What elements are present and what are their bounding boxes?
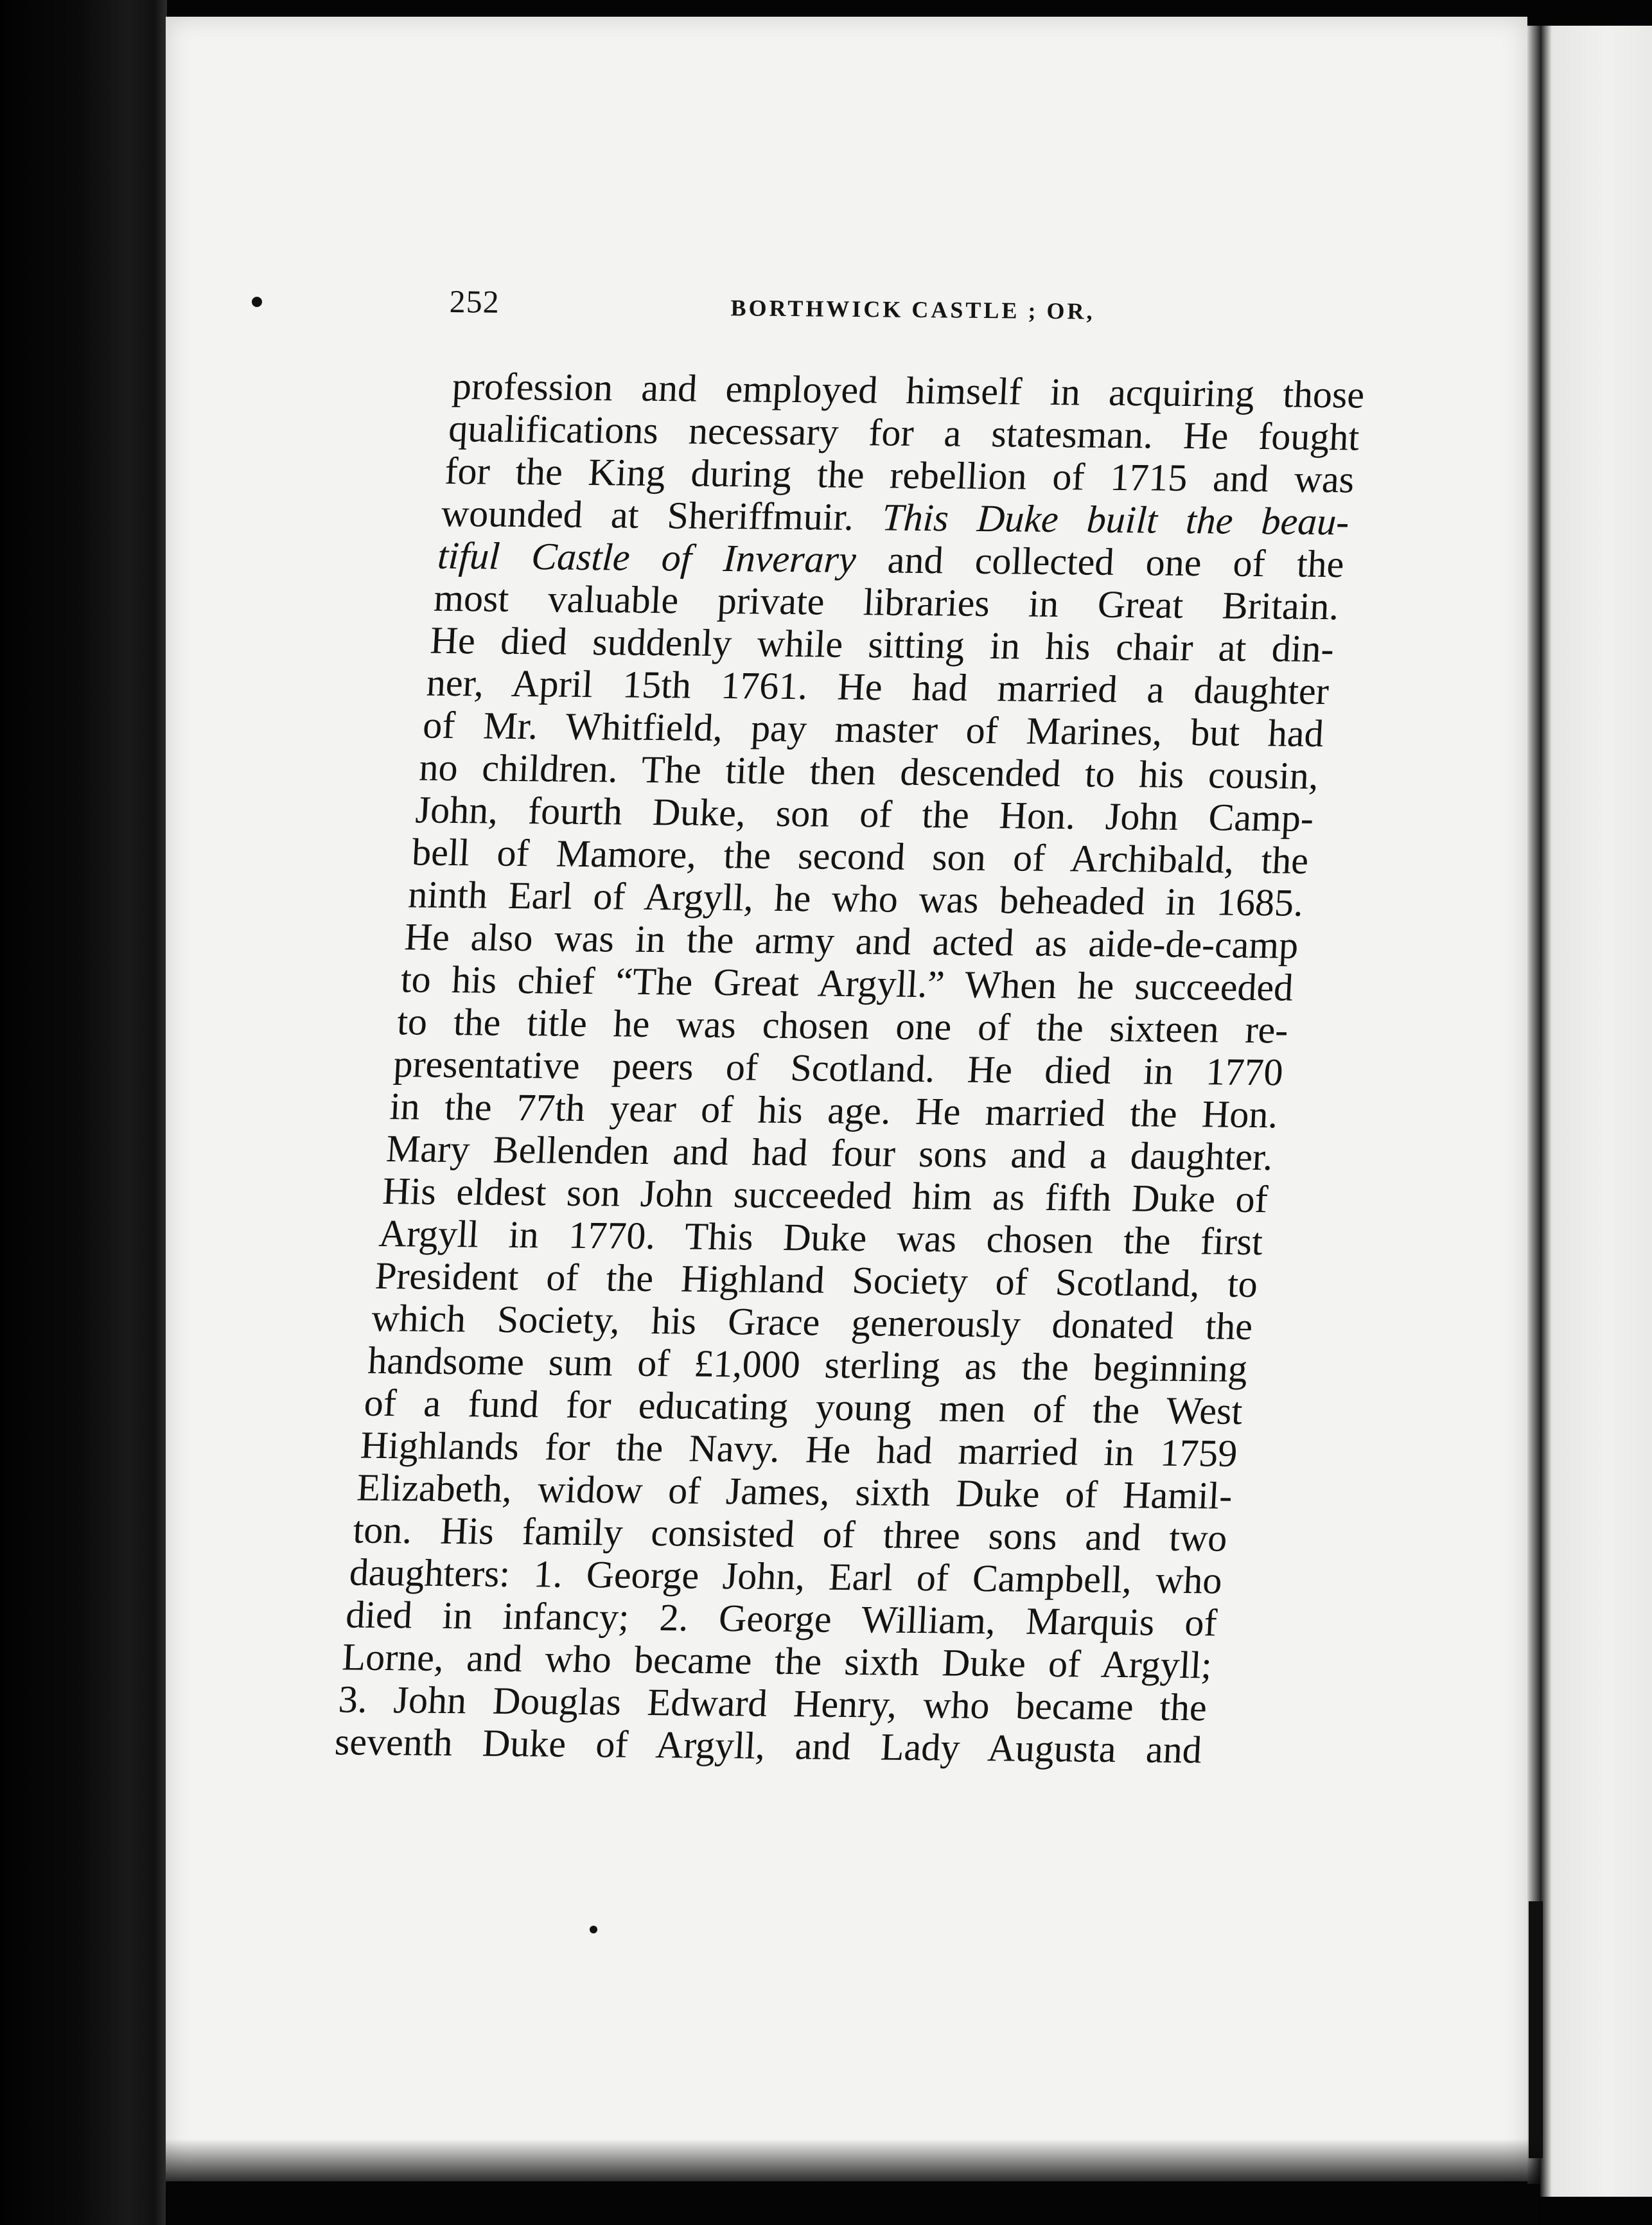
- book-binding-gutter: [0, 0, 167, 2225]
- line-text: Mary Bellenden and had four sons and a daughter.: [385, 1127, 1274, 1179]
- page-edge-shadow: [1527, 26, 1540, 2184]
- line-text: presentative peers of Scotland. He died in 1770: [392, 1042, 1285, 1094]
- line-text: for the King during the rebellion of 1715 and was: [444, 449, 1356, 501]
- running-title: BORTHWICK CASTLE ; OR,: [730, 295, 1095, 324]
- line-text: bell of Mamore, the second son of Archibald, the: [410, 831, 1310, 882]
- text-line: [334, 1720, 1203, 1771]
- line-text: Highlands for the Navy. He had married in 1759: [359, 1423, 1239, 1475]
- italic-text: tiful Castle of Inverary: [436, 534, 857, 581]
- line-text: daughters: 1. George John, Earl of Campbell, who: [348, 1551, 1224, 1602]
- line-text: 3. John Douglas Edward Henry, who became the: [337, 1678, 1208, 1729]
- adjacent-page-gap: [1529, 1901, 1543, 2158]
- margin-speck: [252, 297, 262, 307]
- italic-text: This Duke built the beau-: [881, 496, 1351, 543]
- running-head: [449, 283, 1477, 344]
- line-text: Lorne, and who became the sixth Duke of Argyll;: [341, 1635, 1213, 1687]
- line-text: He died suddenly while sitting in his chair at din-: [429, 619, 1335, 671]
- line-text: John, fourth Duke, son of the Hon. John Camp-: [414, 788, 1315, 840]
- bottom-scan-shadow: [166, 2139, 1540, 2225]
- line-text: He also was in the army and acted as aide-de-camp: [403, 915, 1300, 967]
- line-text: of Mr. Whitfield, pay master of Marines, but had: [421, 703, 1325, 755]
- line-text: died in infancy; 2. George William, Marquis of: [344, 1593, 1218, 1644]
- line-text: ninth Earl of Argyll, he who was beheaded in 1685.: [407, 873, 1305, 924]
- bottom-speck: [590, 1926, 597, 1933]
- line-text: in the 77th year of his age. He married the Hon.: [389, 1085, 1279, 1136]
- line-text: no children. The title then descended to his cousin,: [418, 746, 1320, 797]
- line-text: Argyll in 1770. This Duke was chosen the first: [378, 1211, 1264, 1263]
- page-number: 252: [449, 283, 500, 320]
- line-text: ton. His family consisted of three sons and two: [352, 1508, 1229, 1560]
- line-text: to the title he was chosen one of the sixteen re-: [396, 1000, 1290, 1051]
- line-text: handsome sum of £1,000 sterling as the beginning: [367, 1339, 1249, 1390]
- line-text: profession and employed himself in acquiring those: [451, 365, 1366, 416]
- line-text: most valuable private libraries in Great Britain.: [432, 576, 1340, 628]
- adjacent-page-edge: [1540, 26, 1652, 2197]
- line-text: President of the Highland Society of Scotland, to: [374, 1254, 1259, 1306]
- line-text: which Society, his Grace generously donated the: [370, 1296, 1254, 1348]
- line-text: qualifications necessary for a statesman. He fought: [447, 407, 1361, 459]
- line-text: wounded at Sheriffmuir.: [440, 491, 884, 539]
- line-text: Elizabeth, widow of James, sixth Duke of Hamil-: [355, 1466, 1234, 1517]
- line-text: ner, April 15th 1761. He had married a daughter: [425, 661, 1330, 713]
- body-text: [333, 365, 1366, 1772]
- line-text: of a fund for educating young men of the West: [363, 1381, 1243, 1432]
- line-text: seventh Duke of Argyll, and Lady Augusta and: [333, 1720, 1203, 1772]
- line-text: His eldest son John succeeded him as fifth Duke of: [381, 1170, 1269, 1221]
- line-text: and collected one of the: [854, 538, 1346, 586]
- line-text: to his chief “The Great Argyll.” When he succeeded: [400, 958, 1295, 1009]
